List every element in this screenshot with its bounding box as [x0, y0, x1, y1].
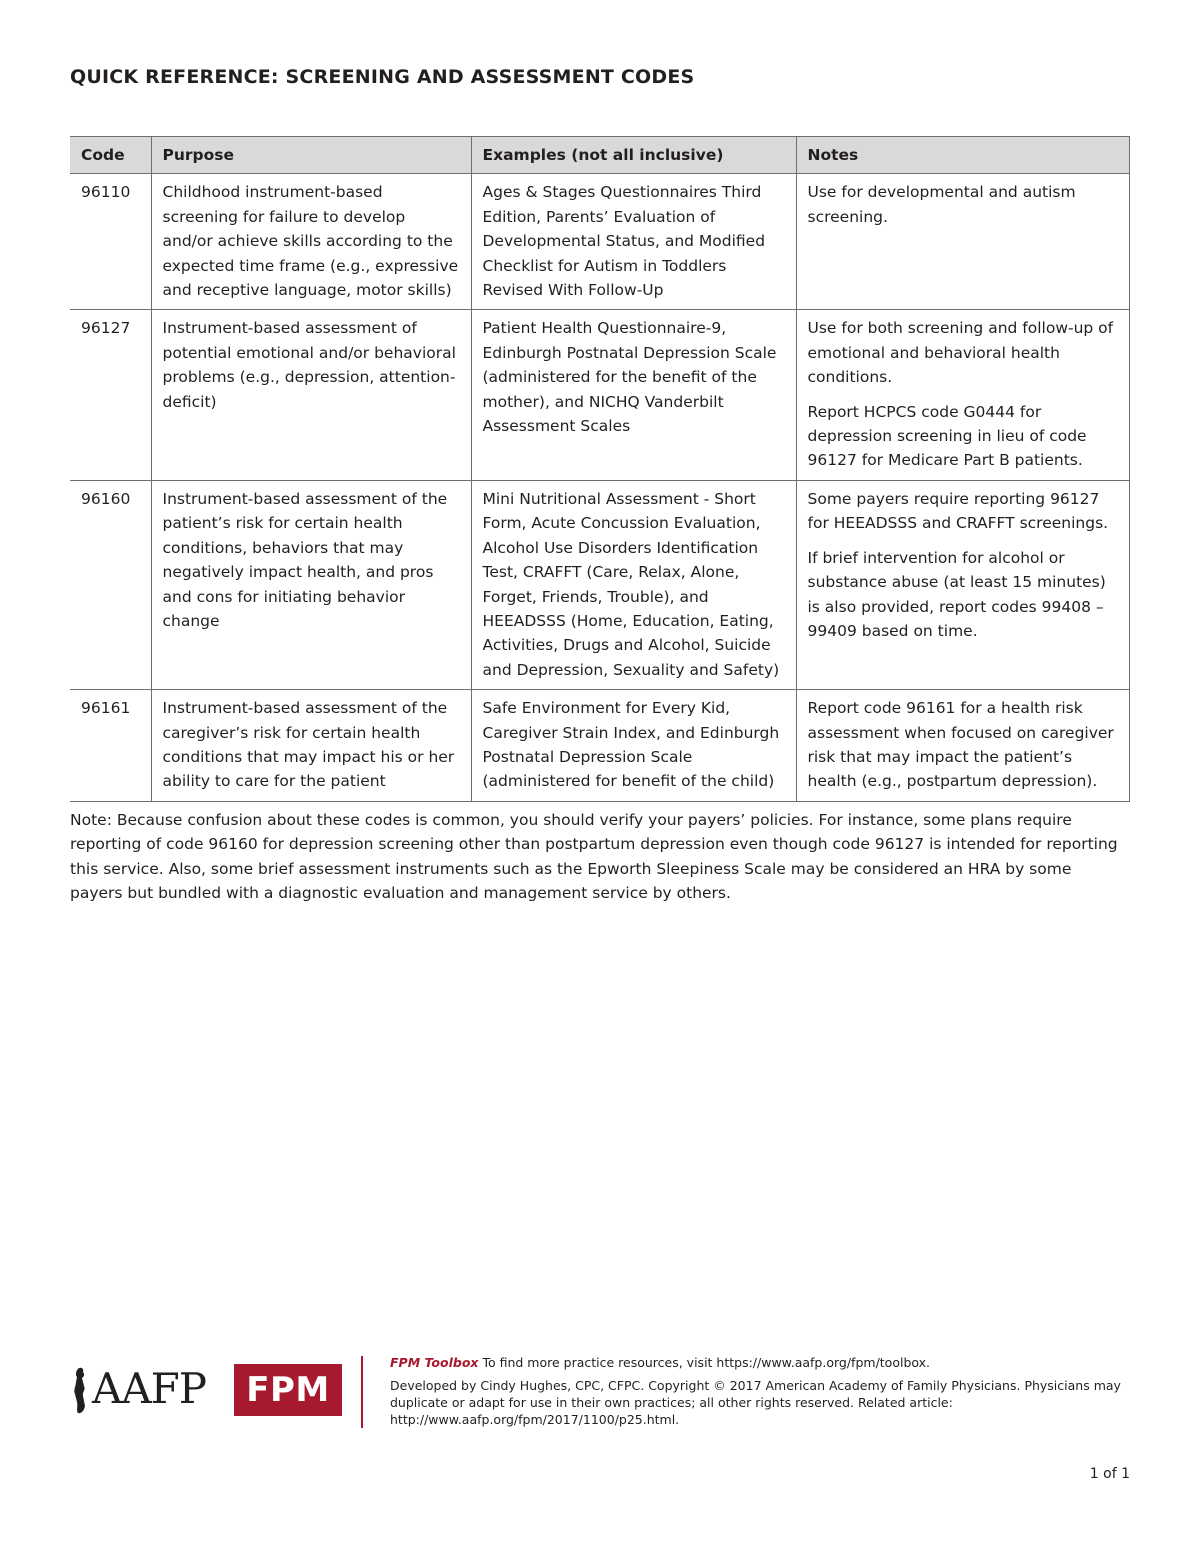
header-examples: Examples (not all inclusive) [471, 137, 796, 174]
header-notes: Notes [796, 137, 1130, 174]
cell-examples: Patient Health Questionnaire-9, Edinburgh Postnatal Depression Scale (administered for the benefit of the mother), and NICHQ Vanderbilt Assessment Scales [471, 310, 796, 480]
note-paragraph: Report HCPCS code G0444 for depression screening in lieu of code 96127 for Medicare Part B patients. [807, 402, 1087, 470]
table-row [70, 690, 1130, 802]
table-row [70, 480, 1130, 689]
cell-notes [796, 310, 1130, 480]
cell-purpose: Instrument-based assessment of the patient’s risk for certain health conditions, behaviors that may negatively impact health, and pros and cons for initiating behavior change [151, 480, 471, 689]
cell-code: 96161 [70, 690, 151, 802]
page-title: QUICK REFERENCE: SCREENING AND ASSESSMENT CODES [70, 66, 695, 88]
cell-purpose: Childhood instrument-based screening for failure to develop and/or achieve skills according to the expected time frame (e.g., expressive and receptive language, motor skills) [151, 174, 471, 310]
cell-examples: Mini Nutritional Assessment - Short Form, Acute Concussion Evaluation, Alcohol Use Disorders Identification Test, CRAFFT (Care, Relax, Alone, Forget, Friends, Trouble), and HEEADSSS (Home, Education, Eating, Activities, Drugs and Alcohol, Suicide and Depression, Sexuality and Safety) [471, 480, 796, 689]
header-code: Code [70, 137, 151, 174]
footer [70, 1352, 1130, 1432]
cell-examples: Ages & Stages Questionnaires Third Edition, Parents’ Evaluation of Developmental Status, and Modified Checklist for Autism in Toddlers Revised With Follow-Up [471, 174, 796, 310]
toolbox-brand: FPM Toolbox [390, 1355, 479, 1370]
footer-text [390, 1354, 1150, 1428]
footer-divider [361, 1356, 363, 1428]
aafp-logo-text: AAFP [92, 1364, 207, 1413]
page-number: 1 of 1 [1089, 1466, 1130, 1482]
codes-table [70, 136, 1130, 802]
table-row [70, 174, 1130, 310]
aafp-figure-icon [70, 1366, 92, 1416]
cell-notes [796, 690, 1130, 802]
cell-notes [796, 480, 1130, 689]
fpm-logo: FPM [234, 1364, 342, 1416]
header-purpose: Purpose [151, 137, 471, 174]
note-paragraph: Some payers require reporting 96127 for HEEADSSS and CRAFFT screenings. [807, 489, 1109, 533]
note-paragraph: Report code 96161 for a health risk assessment when focused on caregiver risk that may impact the patient’s health (e.g., postpartum depression). [807, 699, 1114, 791]
note-paragraph: Use for both screening and follow-up of emotional and behavioral health conditions. [807, 319, 1114, 387]
cell-notes [796, 174, 1130, 310]
cell-purpose: Instrument-based assessment of potential emotional and/or behavioral problems (e.g., depression, attention-deficit) [151, 310, 471, 480]
aafp-logo [70, 1366, 230, 1416]
toolbox-line [390, 1354, 1150, 1371]
table-header-row [70, 137, 1130, 174]
toolbox-link-text[interactable]: To find more practice resources, visit https://www.aafp.org/fpm/toolbox. [482, 1355, 931, 1370]
table-row [70, 310, 1130, 480]
cell-purpose: Instrument-based assessment of the caregiver’s risk for certain health conditions that may impact his or her ability to care for the patient [151, 690, 471, 802]
credit-text: Developed by Cindy Hughes, CPC, CFPC. Copyright © 2017 American Academy of Family Physicians. Physicians may duplicate or adapt for use in their own practices; all other rights reserved. Related article: http://www.aafp.org/fpm/2017/1100/p25.html. [390, 1378, 1121, 1427]
cell-code: 96160 [70, 480, 151, 689]
cell-examples: Safe Environment for Every Kid, Caregiver Strain Index, and Edinburgh Postnatal Depression Scale (administered for benefit of the child) [471, 690, 796, 802]
note-paragraph: If brief intervention for alcohol or substance abuse (at least 15 minutes) is also provided, report codes 99408 – 99409 based on time. [807, 548, 1106, 640]
cell-code: 96127 [70, 310, 151, 480]
note-paragraph: Use for developmental and autism screening. [807, 183, 1076, 226]
cell-code: 96110 [70, 174, 151, 310]
footnote: Note: Because confusion about these codes is common, you should verify your payers’ policies. For instance, some plans require reporting of code 96160 for depression screening other than postpartum depression even though code 96127 is intended for reporting this service. Also, some brief assessment instruments such as the Epworth Sleepiness Scale may be considered an HRA by some payers but bundled with a diagnostic evaluation and management service by others. [70, 811, 1118, 903]
